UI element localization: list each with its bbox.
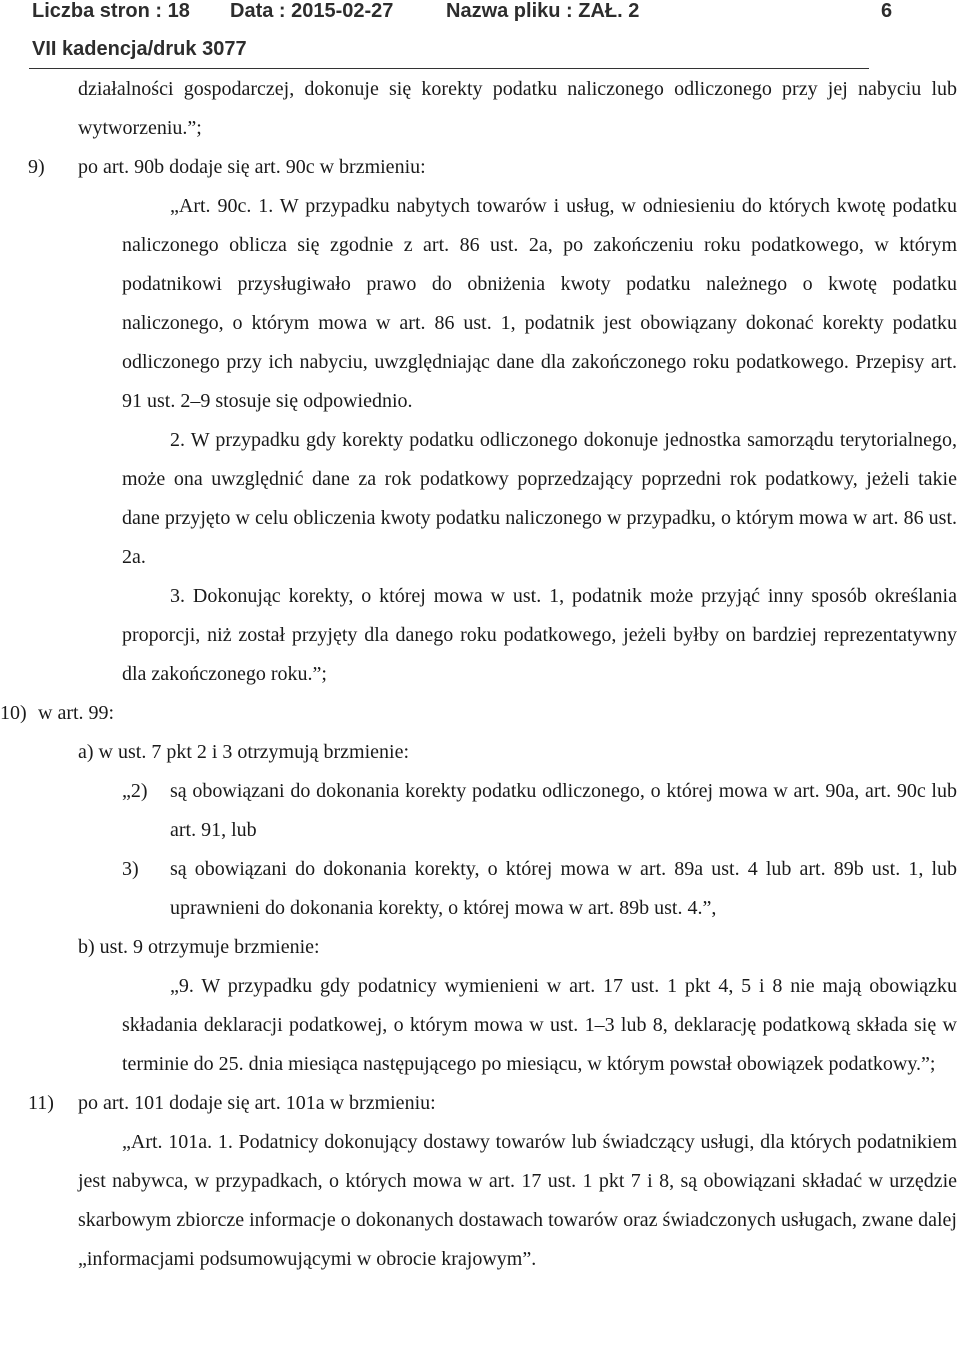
- point-text: są obowiązani do dokonania korekty, o której mowa w art. 89a ust. 4 lub art. 89b ust. 1, lub uprawnieni do dokonania korekty, o której mowa w art. 89b ust. 4.”,: [170, 858, 957, 919]
- subitem-b: b) ust. 9 otrzymuje brzmienie:: [78, 936, 320, 958]
- page-count: Liczba stron : 18: [32, 0, 190, 22]
- item-text: w art. 99:: [38, 702, 115, 724]
- ust9-text: „9. W przypadku gdy podatnicy wymienieni w art. 17 ust. 1 pkt 4, 5 i 8 nie mają obowiązku składania deklaracji podatkowej, o którym mowa w ust. 1–3 lub 8, deklarację podatkową składa się w terminie do 25. dnia miesiąca następującego po miesiącu, w którym powstał obowiązek podatkowy.”;: [122, 975, 957, 1075]
- art90c-ust1: „Art. 90c. 1. W przypadku nabytych towarów i usług, w odniesieniu do których kwotę podatku naliczonego oblicza się zgodnie z art. 86 ust. 2a, po zakończeniu roku podatkowego, w którym podatnikowi przysługiwało prawo do obniżenia kwoty podatku należnego o kwotę podatku naliczonego, o którym mowa w art. 86 ust. 1, podatnik jest obowiązany dokonać korekty podatku odliczonego przy ich nabyciu, uwzględniając dane dla zakończonego roku podatkowego. Przepisy art. 91 ust. 2–9 stosuje się odpowiednio.: [122, 195, 957, 412]
- point-3: [0, 850, 960, 928]
- paragraph-continuation: działalności gospodarczej, dokonuje się korekty podatku naliczonego odliczonego przy jej nabyciu lub wytworzeniu.”;: [78, 78, 957, 139]
- kadencja-label: VII kadencja/druk 3077: [32, 38, 247, 60]
- item-text: po art. 101 dodaje się art. 101a w brzmieniu:: [78, 1092, 436, 1114]
- header-divider: [29, 68, 869, 69]
- list-item-11: [0, 1084, 960, 1123]
- list-item-9: [0, 148, 960, 187]
- art90c-ust3: 3. Dokonując korekty, o której mowa w ust. 1, podatnik może przyjąć inny sposób określania proporcji, niż został przyjęty dla danego roku podatkowego, jeżeli byłby on bardziej reprezentatywny dla zakończonego roku.”;: [122, 585, 957, 685]
- list-item-10: [0, 694, 960, 733]
- point-number: „2): [122, 780, 148, 802]
- item-number: 11): [28, 1092, 54, 1114]
- item-text: po art. 90b dodaje się art. 90c w brzmieniu:: [78, 156, 426, 178]
- art90c-ust2: 2. W przypadku gdy korekty podatku odliczonego dokonuje jednostka samorządu terytorialnego, może ona uwzględnić dane za rok podatkowy poprzedzający poprzedni rok podatkowy, jeżeli takie dane przyjęto w celu obliczenia kwoty podatku naliczonego w przypadku, o którym mowa w art. 86 ust. 2a.: [122, 429, 957, 568]
- page-header: [32, 0, 932, 70]
- document-body: [0, 70, 960, 1279]
- point-2: [0, 772, 960, 850]
- art101a-text: „Art. 101a. 1. Podatnicy dokonujący dostawy towarów lub świadczący usługi, dla których podatnikiem jest nabywca, w przypadkach, o których mowa w art. 17 ust. 1 pkt 7 i 8, są obowiązani składać w urzędzie skarbowym zbiorcze informacje o dokonanych dostawach towarów oraz świadczonych usługach, zwane dalej „informacjami podsumowującymi w obrocie krajowym”.: [78, 1131, 957, 1270]
- document-date: Data : 2015-02-27: [230, 0, 394, 22]
- subitem-a: a) w ust. 7 pkt 2 i 3 otrzymują brzmienie:: [78, 741, 410, 763]
- item-number: 10): [0, 702, 27, 724]
- point-number: 3): [122, 858, 139, 880]
- file-name: Nazwa pliku : ZAŁ. 2: [446, 0, 640, 22]
- point-text: są obowiązani do dokonania korekty podatku odliczonego, o której mowa w art. 90a, art. 90c lub art. 91, lub: [170, 780, 957, 841]
- page-number: 6: [881, 0, 893, 22]
- item-number: 9): [28, 156, 45, 178]
